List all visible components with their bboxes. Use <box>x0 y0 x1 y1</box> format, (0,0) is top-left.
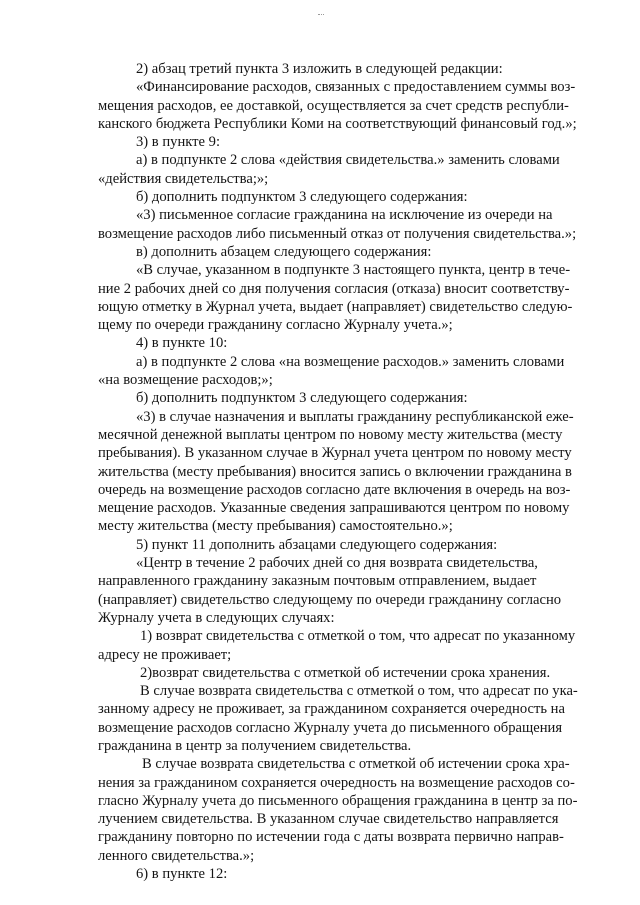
text-line: «Финансирование расходов, связанных с предоставлением суммы воз- <box>136 79 576 96</box>
text-line: 5) пункт 11 дополнить абзацами следующего содержания: <box>136 536 498 553</box>
text-line: в) дополнить абзацем следующего содержания: <box>136 243 432 260</box>
text-line: а) в подпункте 2 слова «действия свидетельства.» заменить словами <box>136 152 560 169</box>
text-line: В случае возврата свидетельства с отметкой об истечении срока хра- <box>142 756 570 773</box>
text-line: «3) письменное согласие гражданина на исключение из очереди на <box>136 207 553 224</box>
text-line: нения за гражданином сохраняется очередность на возмещение расходов со- <box>98 774 575 791</box>
text-line: а) в подпункте 2 слова «на возмещение расходов.» заменить словами <box>136 353 565 370</box>
text-line: жительства (месту пребывания) вносится запись о включении гражданина в <box>98 463 572 480</box>
text-line: гражданину повторно по истечении года с даты возврата первично направ- <box>98 829 564 846</box>
text-line: ние 2 рабочих дней со дня получения согласия (отказа) вносит соответству- <box>98 280 570 297</box>
text-line: гражданина в центр за получением свидетельства. <box>98 737 412 754</box>
text-line: ющую отметку в Журнал учета, выдает (направляет) свидетельство следую- <box>98 298 573 315</box>
text-line: адресу не проживает; <box>98 646 232 663</box>
text-line: лучением свидетельства. В указанном случае свидетельство направляется <box>98 811 559 828</box>
text-line: месячной денежной выплаты центром по новому месту жительства (месту <box>98 426 563 443</box>
text-line: гласно Журналу учета до письменного обращения гражданина в центр за по- <box>98 792 578 809</box>
text-line: 6) в пункте 12: <box>136 866 228 883</box>
text-line: возмещение расходов либо письменный отказ от получения свидетельства.»; <box>98 225 577 242</box>
text-line: пребывания). В указанном случае в Журнал учета центром по новому месту <box>98 445 572 462</box>
text-line: щему по очереди гражданину согласно Журналу учета.»; <box>98 317 453 334</box>
text-line: Журналу учета в следующих случаях: <box>98 609 335 626</box>
text-line: (направляет) свидетельство следующему по очереди гражданину согласно <box>98 591 562 608</box>
text-line: 4) в пункте 10: <box>136 335 228 352</box>
text-line: канского бюджета Республики Коми на соответствующий финансовый год.»; <box>98 115 577 132</box>
document-body <box>98 60 604 883</box>
text-line: очередь на возмещение расходов согласно дате включения в очередь на воз- <box>98 481 571 498</box>
text-line: занному адресу не проживает, за гражданином сохраняется очередность на <box>98 701 565 718</box>
text-line: «Центр в течение 2 рабочих дней со дня возврата свидетельства, <box>136 555 538 572</box>
text-line: мещения расходов, ее доставкой, осуществляется за счет средств республи- <box>98 97 569 114</box>
text-line: 3) в пункте 9: <box>136 134 221 151</box>
text-line: 2)возврат свидетельства с отметкой об истечении срока хранения. <box>140 664 551 681</box>
text-line: направленного гражданину заказным почтовым отправлением, выдает <box>98 573 537 590</box>
text-line: б) дополнить подпунктом 3 следующего содержания: <box>136 390 468 407</box>
text-line: «на возмещение расходов;»; <box>98 372 273 389</box>
text-line: «действия свидетельства;»; <box>98 170 269 187</box>
page-corner-mark <box>318 14 324 17</box>
text-line: В случае возврата свидетельства с отметкой о том, что адресат по ука- <box>140 683 578 700</box>
text-line: б) дополнить подпунктом 3 следующего содержания: <box>136 189 468 206</box>
text-line: «3) в случае назначения и выплаты гражданину республиканской еже- <box>136 408 574 425</box>
text-line: возмещение расходов согласно Журналу учета до письменного обращения <box>98 719 563 736</box>
text-line: 1) возврат свидетельства с отметкой о том, что адресат по указанному <box>140 628 576 645</box>
text-line: месту жительства (месту пребывания) самостоятельно.»; <box>98 518 453 535</box>
text-line: 2) абзац третий пункта 3 изложить в следующей редакции: <box>136 61 503 77</box>
text-line: ленного свидетельства.»; <box>98 847 255 864</box>
text-line: мещение расходов. Указанные сведения запрашиваются центром по новому <box>98 500 570 517</box>
text-line: «В случае, указанном в подпункте 3 настоящего пункта, центр в тече- <box>136 262 571 279</box>
